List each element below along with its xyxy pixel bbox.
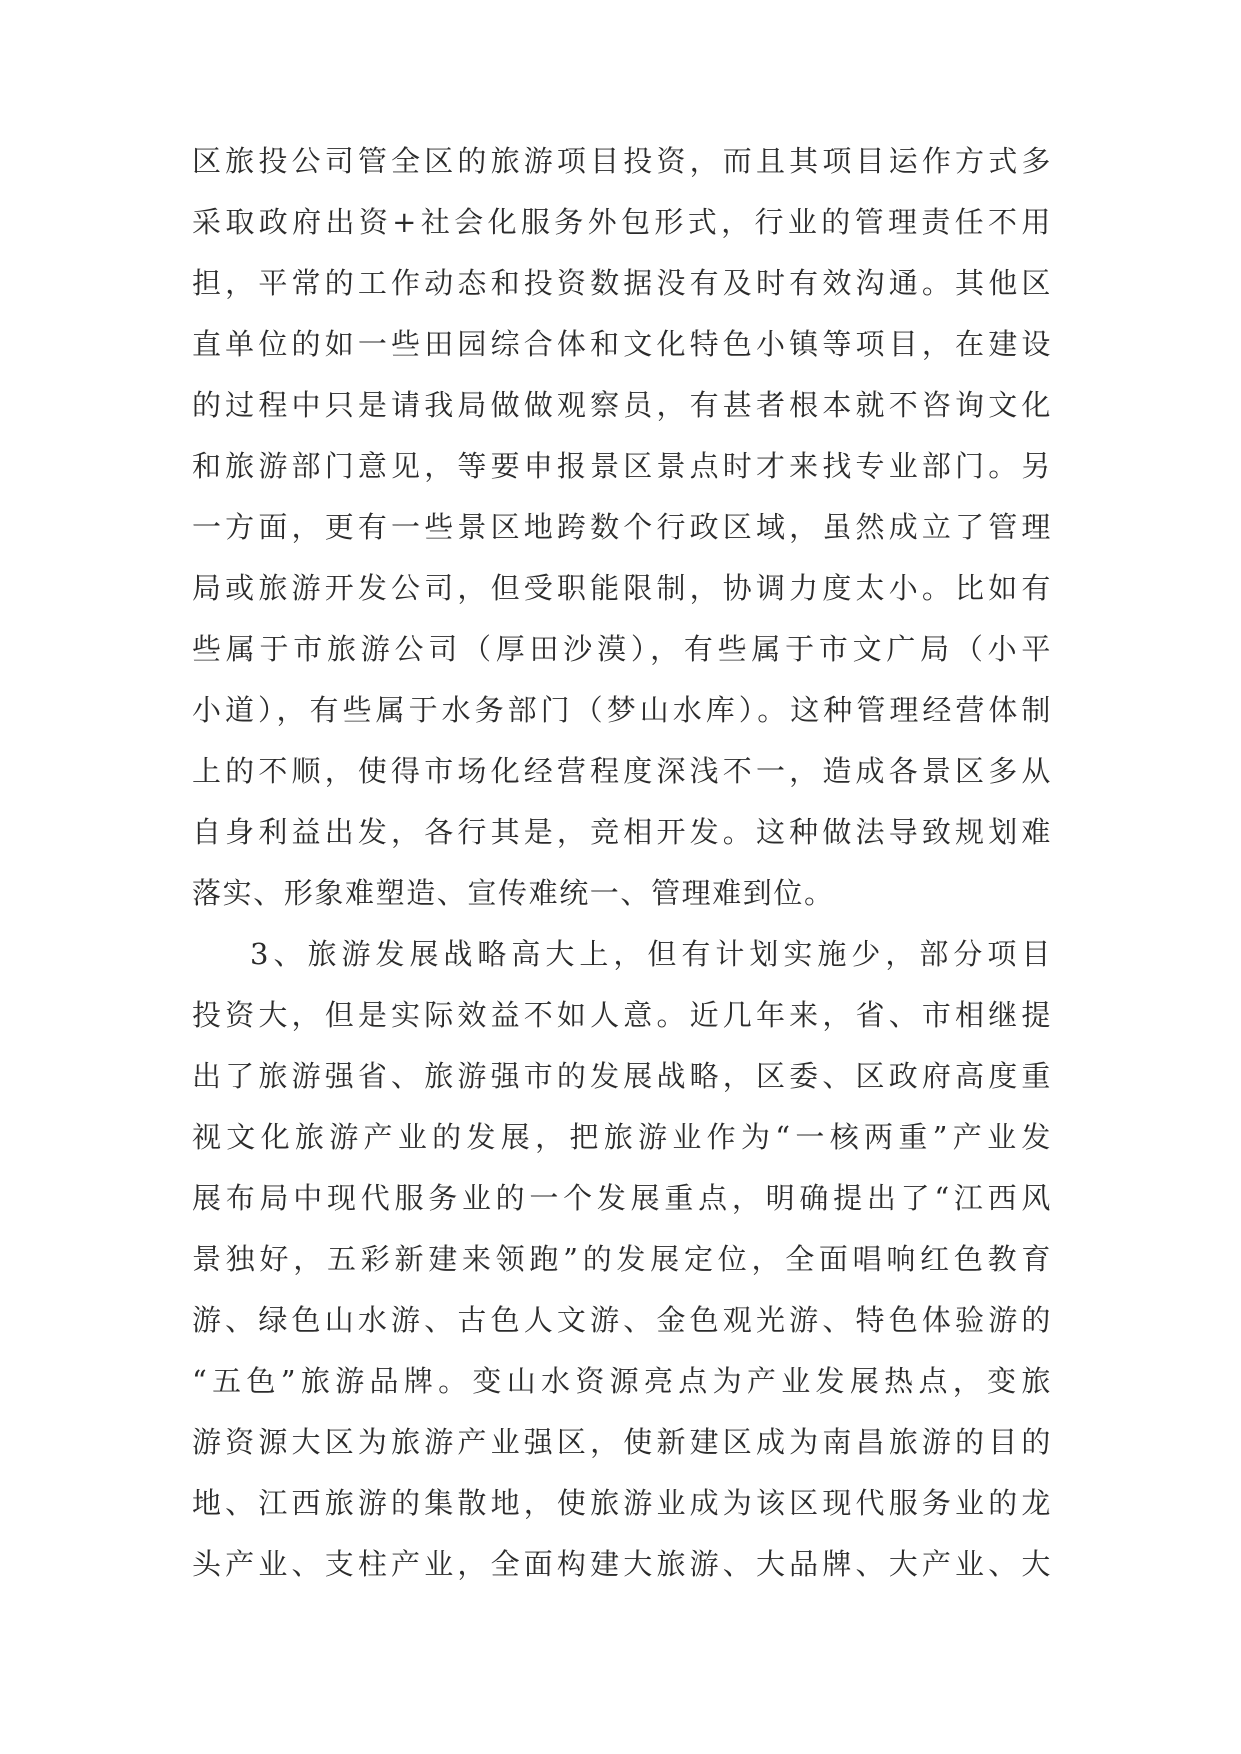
text-line: 一方面，更有一些景区地跨数个行政区域，虽然成立了管理 xyxy=(192,510,1052,544)
text-line: 游资源大区为旅游产业强区，使新建区成为南昌旅游的目的 xyxy=(192,1425,1052,1459)
text-line: 和旅游部门意见，等要申报景区景点时才来找专业部门。另 xyxy=(192,449,1052,483)
text-line: 直单位的如一些田园综合体和文化特色小镇等项目，在建设 xyxy=(192,327,1052,361)
text-line: 小道），有些属于水务部门（梦山水库）。这种管理经营体制 xyxy=(192,693,1052,727)
body-text xyxy=(192,131,1052,1595)
text-line: 展布局中现代服务业的一个发展重点，明确提出了“江西风 xyxy=(192,1181,1052,1215)
text-line: 担，平常的工作动态和投资数据没有及时有效沟通。其他区 xyxy=(192,266,1052,300)
text-line: 地、江西旅游的集散地，使旅游业成为该区现代服务业的龙 xyxy=(192,1486,1052,1520)
text-line: “五色”旅游品牌。变山水资源亮点为产业发展热点，变旅 xyxy=(192,1364,1052,1398)
text-line: 采取政府出资+社会化服务外包形式，行业的管理责任不用 xyxy=(192,205,1052,239)
text-line: 出了旅游强省、旅游强市的发展战略，区委、区政府高度重 xyxy=(192,1059,1052,1093)
text-line: 区旅投公司管全区的旅游项目投资，而且其项目运作方式多 xyxy=(192,144,1052,178)
text-line: 头产业、支柱产业，全面构建大旅游、大品牌、大产业、大 xyxy=(192,1547,1052,1581)
text-line: 自身利益出发，各行其是，竞相开发。这种做法导致规划难 xyxy=(192,815,1052,849)
text-line: 视文化旅游产业的发展，把旅游业作为“一核两重”产业发 xyxy=(192,1120,1052,1154)
text-line: 的过程中只是请我局做做观察员，有甚者根本就不咨询文化 xyxy=(192,388,1052,422)
text-line: 游、绿色山水游、古色人文游、金色观光游、特色体验游的 xyxy=(192,1303,1052,1337)
text-line: 投资大，但是实际效益不如人意。近几年来，省、市相继提 xyxy=(192,998,1052,1032)
paragraph-start-line: 3、旅游发展战略高大上，但有计划实施少，部分项目 xyxy=(250,937,1052,971)
text-line: 上的不顺，使得市场化经营程度深浅不一，造成各景区多从 xyxy=(192,754,1052,788)
text-line: 些属于市旅游公司（厚田沙漠），有些属于市文广局（小平 xyxy=(192,632,1052,666)
paragraph-end-line: 落实、形象难塑造、宣传难统一、管理难到位。 xyxy=(192,876,835,910)
text-line: 景独好，五彩新建来领跑”的发展定位，全面唱响红色教育 xyxy=(192,1242,1052,1276)
text-line: 局或旅游开发公司，但受职能限制，协调力度太小。比如有 xyxy=(192,571,1052,605)
